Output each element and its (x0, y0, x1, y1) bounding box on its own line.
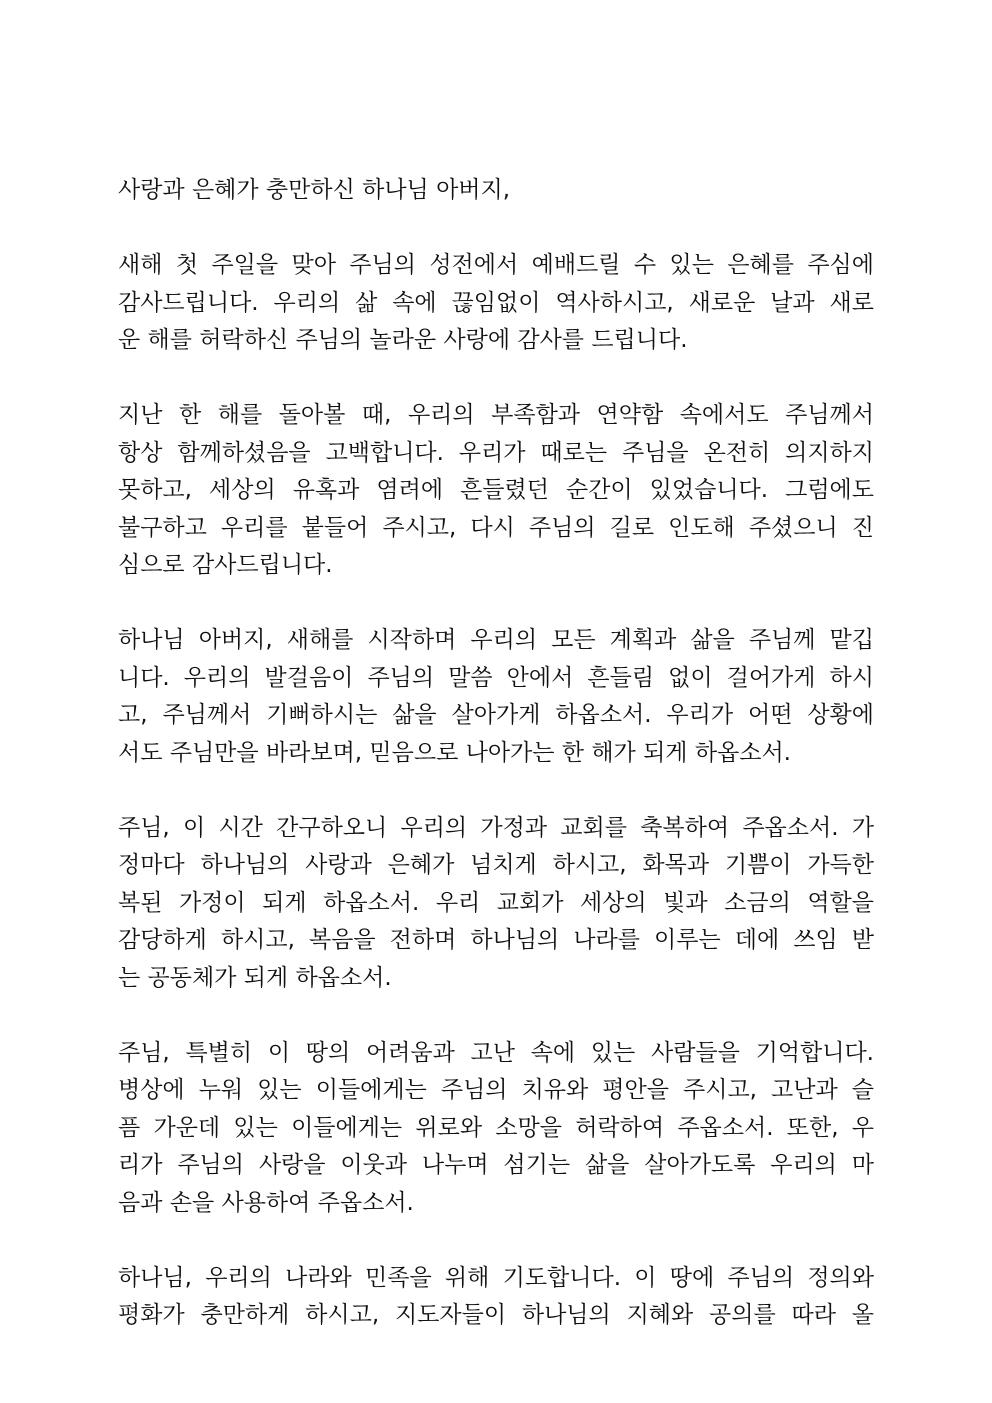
text-line: 못하고, 세상의 유혹과 염려에 흔들렸던 순간이 있었습니다. 그럼에도 (118, 477, 874, 503)
text-line: 감당하게 하시고, 복음을 전하며 하나님의 나라를 이루는 데에 쓰임 받 (118, 927, 874, 953)
paragraph-7 (118, 1260, 874, 1335)
text-line: 복된 가정이 되게 하옵소서. 우리 교회가 세상의 빛과 소금의 역할을 (118, 889, 874, 916)
text-line: 니다. 우리의 발걸음이 주님의 말씀 안에서 흔들림 없이 걸어가게 하시 (118, 664, 874, 691)
text-line: 리가 주님의 사랑을 이웃과 나누며 섬기는 삶을 살아가도록 우리의 마 (118, 1152, 874, 1178)
text-line: 고, 주님께서 기뻐하시는 삶을 살아가게 하옵소서. 우리가 어떤 상황에 (118, 702, 874, 728)
paragraph-gap (118, 360, 874, 398)
paragraph-gap (118, 1222, 874, 1260)
text-line: 새해 첫 주일을 맞아 주님의 성전에서 예배드릴 수 있는 은혜를 주심에 (118, 252, 874, 278)
paragraph-3 (118, 397, 874, 585)
paragraph-gap (118, 585, 874, 623)
text-line: 음과 손을 사용하여 주옵소서. (118, 1189, 414, 1216)
text-line: 는 공동체가 되게 하옵소서. (118, 964, 392, 991)
paragraph-2 (118, 247, 874, 360)
text-line: 하나님 아버지, 새해를 시작하며 우리의 모든 계획과 삶을 주님께 맡깁 (118, 627, 874, 653)
text-line: 운 해를 허락하신 주님의 놀라운 사랑에 감사를 드립니다. (118, 327, 688, 353)
paragraph-gap (118, 997, 874, 1035)
text-line: 감사드립니다. 우리의 삶 속에 끊임없이 역사하시고, 새로운 날과 새로 (118, 289, 874, 316)
paragraph-gap (118, 210, 874, 248)
paragraph-4 (118, 622, 874, 772)
text-line: 지난 한 해를 돌아볼 때, 우리의 부족함과 연약함 속에서도 주님께서 (118, 402, 874, 428)
prayer-text (118, 172, 874, 1335)
text-line: 심으로 감사드립니다. (118, 552, 333, 578)
text-line: 평화가 충만하게 하시고, 지도자들이 하나님의 지혜와 공의를 따라 올 (118, 1302, 874, 1328)
text-line: 불구하고 우리를 붙들어 주시고, 다시 주님의 길로 인도해 주셨으니 진 (118, 514, 874, 541)
text-line: 서도 주님만을 바라보며, 믿음으로 나아가는 한 해가 되게 하옵소서. (118, 739, 791, 766)
paragraph-1 (118, 172, 874, 210)
paragraph-gap (118, 772, 874, 810)
paragraph-5 (118, 810, 874, 998)
paragraph-6 (118, 1035, 874, 1223)
text-line: 하나님, 우리의 나라와 민족을 위해 기도합니다. 이 땅에 주님의 정의와 (118, 1264, 874, 1291)
text-line: 주님, 특별히 이 땅의 어려움과 고난 속에 있는 사람들을 기억합니다. (118, 1039, 874, 1066)
text-line: 병상에 누워 있는 이들에게는 주님의 치유와 평안을 주시고, 고난과 슬 (118, 1077, 874, 1103)
text-line: 정마다 하나님의 사랑과 은혜가 넘치게 하시고, 화목과 기쁨이 가득한 (118, 852, 874, 878)
text-line: 항상 함께하셨음을 고백합니다. 우리가 때로는 주님을 온전히 의지하지 (118, 439, 874, 466)
text-line: 사랑과 은혜가 충만하신 하나님 아버지, (118, 177, 511, 203)
text-line: 주님, 이 시간 간구하오니 우리의 가정과 교회를 축복하여 주옵소서. 가 (118, 814, 874, 841)
text-line: 픔 가운데 있는 이들에게는 위로와 소망을 허락하여 주옵소서. 또한, 우 (118, 1114, 874, 1141)
